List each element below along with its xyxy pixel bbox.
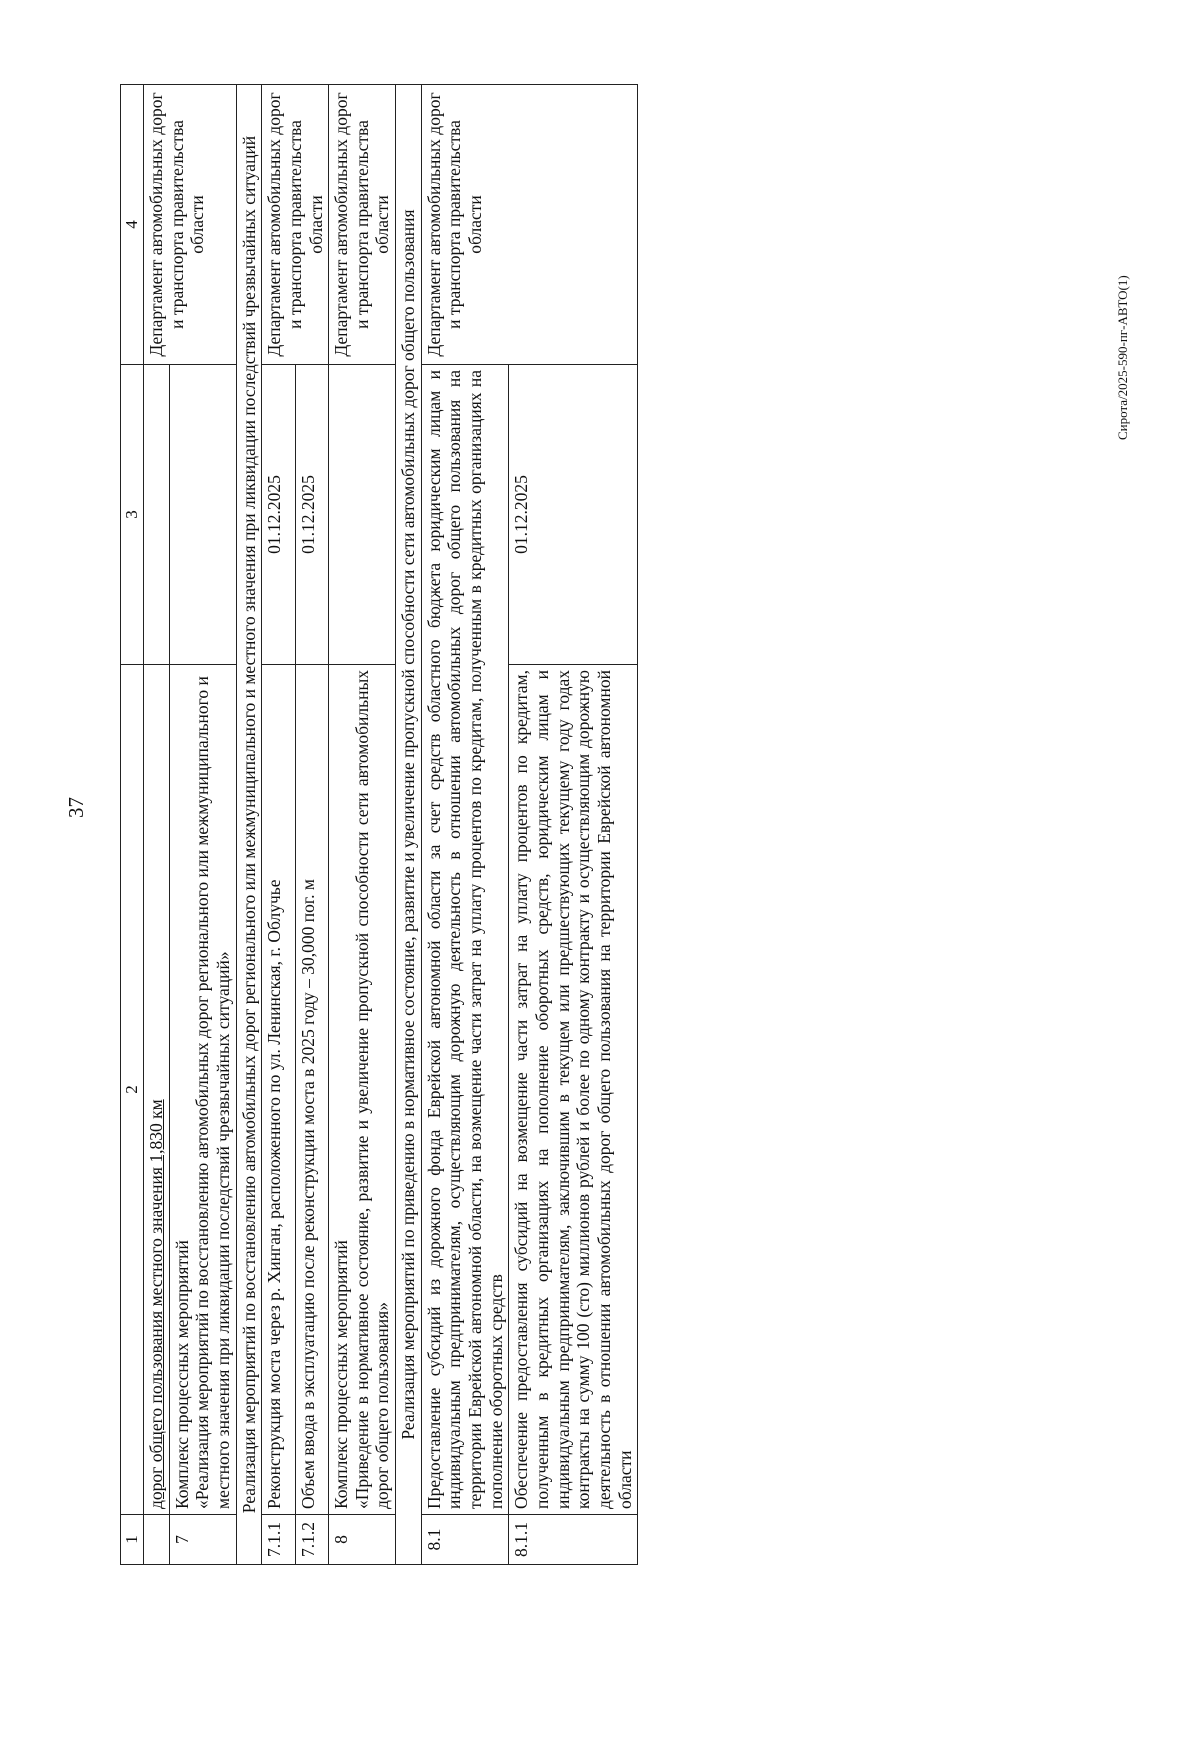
row-7-1-1-text: Реконструкция моста через р. Хинган, расположенного по ул. Ленинская, г. Облучье (262, 665, 295, 1515)
continuation-date-cell (144, 365, 170, 665)
row-8-1-1-num: 8.1.1 (509, 1515, 638, 1565)
row-7-text: Комплекс процессных мероприятий «Реализация мероприятий по восстановлению автомобильных дорог регионального или межмуниципального и местного значения при ликвидации последствий чрезвычайных ситуаций» (169, 665, 236, 1515)
row-8-date (329, 365, 396, 665)
dept-8-1: Департамент автомобильных дорог и транспорта правительства области (421, 85, 637, 365)
section-row-8 (396, 85, 422, 1565)
row-8-1-1-text: Обеспечение предоставления субсидий на возмещение части затрат на уплату процентов по кредитам, полученным в кредитных организациях на пополнение оборотных средств, юридическим лицам и индивидуальным предпринимателям, заключившим в текущем или предшествующих текущему году годах контракты на сумму 100 (сто) миллионов рублей и более по одному контракту и осуществляющим дорожную деятельность в отношении автомобильных дорог общего пользования на территории Еврейской автономной области (509, 665, 638, 1515)
table-row-8-1 (421, 85, 509, 1565)
row-8-1-1-date: 01.12.2025 (509, 365, 638, 665)
page-number: 37 (64, 797, 88, 818)
row-7-1-1-num: 7.1.1 (262, 1515, 295, 1565)
dept-7: Департамент автомобильных дорог и транспорта правительства области (144, 85, 237, 365)
row-7-1-2-text: Объем ввода в эксплуатацию после реконструкции моста в 2025 году – 30,000 пог. м (295, 665, 328, 1515)
row-7-num: 7 (169, 1515, 236, 1565)
continuation-row (144, 85, 170, 1565)
header-col-2: 2 (121, 665, 144, 1515)
rotated-table-wrapper (120, 85, 1040, 1565)
row-7-1-1-date: 01.12.2025 (262, 365, 295, 665)
section-7-text: Реализация мероприятий по восстановлению автомобильных дорог регионального или межмуниципального и местного значения при ликвидации последствий чрезвычайных ситуаций (236, 85, 262, 1565)
header-col-4: 4 (121, 85, 144, 365)
continuation-text: дорог общего пользования местного значения 1,830 км (144, 665, 170, 1515)
row-7-1-2-num: 7.1.2 (295, 1515, 328, 1565)
header-col-1: 1 (121, 1515, 144, 1565)
table-row-7-1-1 (262, 85, 295, 1565)
row-8-1-num: 8.1 (421, 1515, 509, 1565)
measures-table (120, 84, 638, 1565)
row-8-1-text: Предоставление субсидий из дорожного фонда Еврейской автономной области за счет средств областного бюджета юридическим лицам и индивидуальным предпринимателям, осуществляющим дорожную деятельность в отношении автомобильных дорог общего пользования на территории Еврейской автономной области, на возмещение части затрат на уплату процентов по кредитам, полученным в кредитных организациях на пополнение оборотных средств (421, 365, 509, 1515)
row-8-text: Комплекс процессных мероприятий «Приведение в нормативное состояние, развитие и увеличение пропускной способности сети автомобильных дорог общего пользования» (329, 665, 396, 1515)
continuation-num-cell (144, 1515, 170, 1565)
row-8-num: 8 (329, 1515, 396, 1565)
document-code: Сирота/2025-590-пг-АВТО(1) (1115, 275, 1130, 440)
header-col-3: 3 (121, 365, 144, 665)
row-7-1-2-date: 01.12.2025 (295, 365, 328, 665)
section-8-text: Реализация мероприятий по приведению в нормативное состояние, развитие и увеличение пропускной способности сети автомобильных дорог общего пользования (396, 85, 422, 1565)
row-7-date (169, 365, 236, 665)
dept-8: Департамент автомобильных дорог и транспорта правительства области (329, 85, 396, 365)
table-row-8 (329, 85, 396, 1565)
section-row-7 (236, 85, 262, 1565)
dept-7-1: Департамент автомобильных дорог и транспорта правительства области (262, 85, 329, 365)
header-row (121, 85, 144, 1565)
